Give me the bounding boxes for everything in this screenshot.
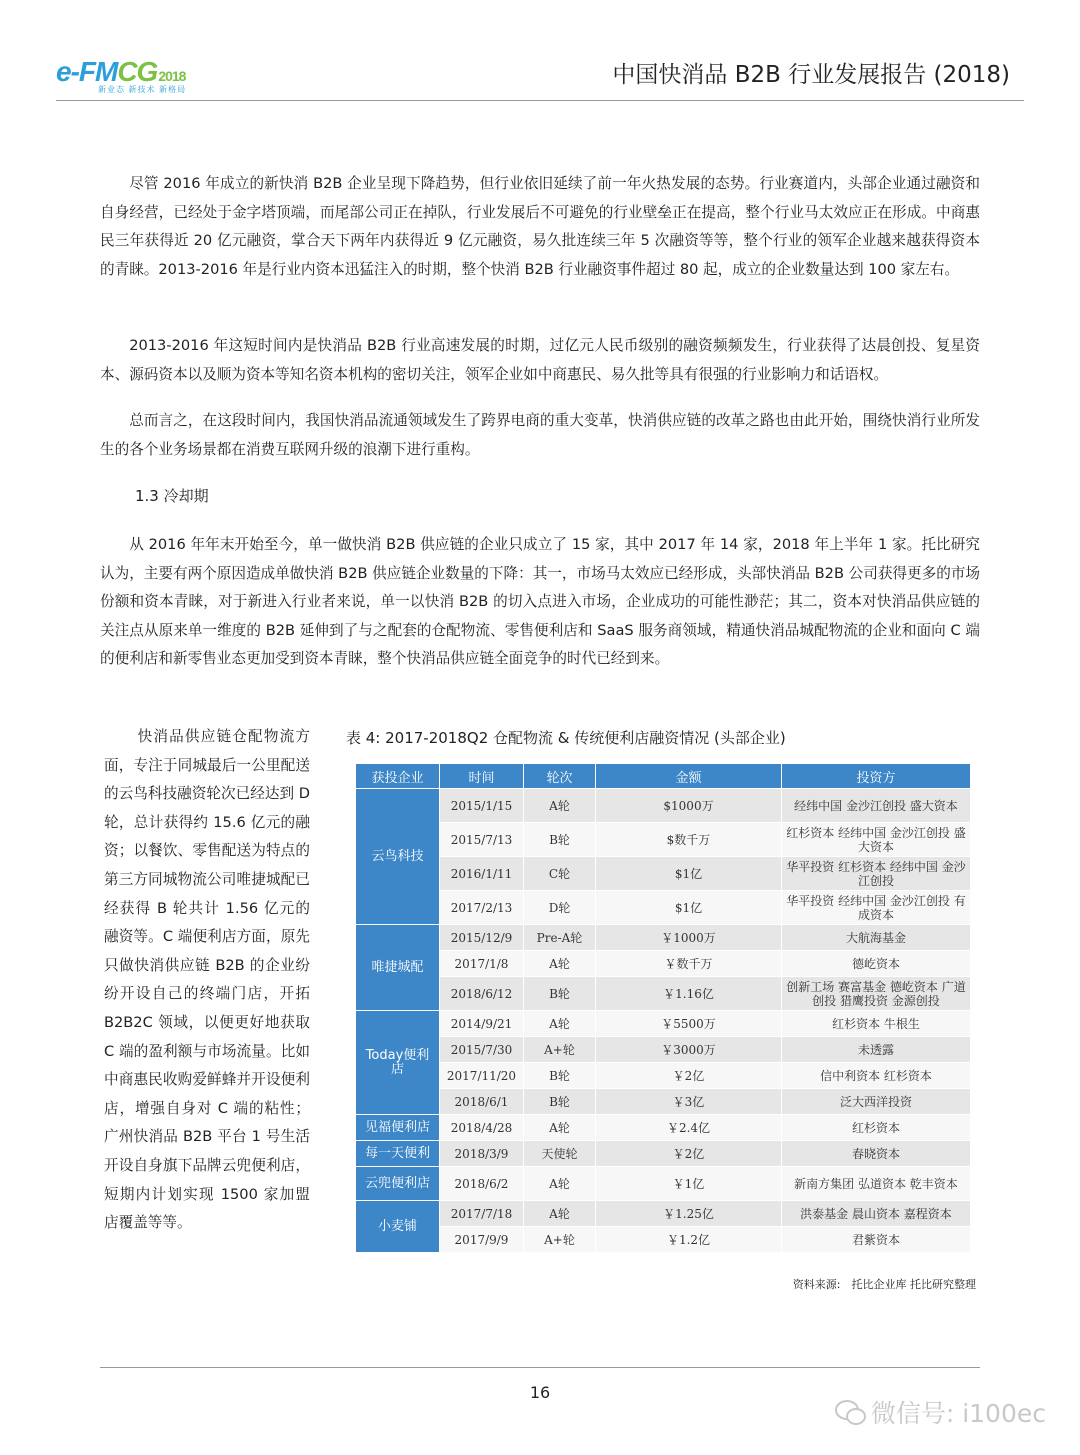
wechat-watermark <box>835 1394 1046 1430</box>
round-cell: A轮 <box>524 1011 596 1037</box>
table-row <box>356 823 971 857</box>
round-cell: B轮 <box>524 1089 596 1115</box>
round-cell: B轮 <box>524 823 596 857</box>
amount-cell: $1亿 <box>596 891 782 925</box>
paragraph-4: 从 2016 年年末开始至今，单一做快消 B2B 供应链的企业只成立了 15 家，其中 2017 年 14 家，2018 年上半年 1 家。托比研究认为，主要有两个原因造成单做快消 B2B 供应链企业数量的下降：其一，市场马太效应已经形成，头部快消品 B2B 公司获得更多的市场份额和资本青睐，对于新进入行业者来说，单一以快消 B2B 的切入点进入市场，企业成功的可能性渺茫；其二，资本对快消品供应链的关注点从原来单一维度的 B2B 延伸到了与之配套的仓配物流、零售便利店和 SaaS 服务商领域，精通快消品城配物流的企业和面向 C 端的便利店和新零售业态更加受到资本青睐，整个快消品供应链全面竞争的时代已经到来。 <box>100 536 980 667</box>
amount-cell: ￥1000万 <box>596 925 782 951</box>
round-cell: A轮 <box>524 1201 596 1227</box>
table-row <box>356 1063 971 1089</box>
date-cell: 2018/4/28 <box>440 1115 524 1141</box>
investors-cell: 红杉资本 牛根生 <box>782 1011 971 1037</box>
date-cell: 2015/12/9 <box>440 925 524 951</box>
footer-divider <box>100 1367 980 1368</box>
company-cell: 小麦铺 <box>356 1201 440 1253</box>
amount-cell: $1000万 <box>596 789 782 823</box>
amount-cell: ￥5500万 <box>596 1011 782 1037</box>
logo-brand: e-FMCG2018 <box>56 56 186 87</box>
investors-cell: 春晓资本 <box>782 1141 971 1167</box>
table-row <box>356 1115 971 1141</box>
table-row <box>356 1141 971 1167</box>
round-cell: A轮 <box>524 1167 596 1201</box>
header-company: 获投企业 <box>356 764 440 789</box>
wechat-label: 微信号: i100ec <box>870 1399 1046 1428</box>
round-cell: A+轮 <box>524 1227 596 1253</box>
date-cell: 2014/9/21 <box>440 1011 524 1037</box>
amount-cell: ￥3亿 <box>596 1089 782 1115</box>
table-row <box>356 1037 971 1063</box>
investors-cell: 新南方集团 弘道资本 乾丰资本 <box>782 1167 971 1201</box>
amount-cell: ￥2.4亿 <box>596 1115 782 1141</box>
date-cell: 2016/1/11 <box>440 857 524 891</box>
investors-cell: 经纬中国 金沙江创投 盛大资本 <box>782 789 971 823</box>
table-row <box>356 1201 971 1227</box>
header-amount: 金额 <box>596 764 782 789</box>
table-row <box>356 925 971 951</box>
investors-cell: 华平投资 经纬中国 金沙江创投 有成资本 <box>782 891 971 925</box>
investors-cell: 君紫资本 <box>782 1227 971 1253</box>
table-row <box>356 951 971 977</box>
company-cell: 云鸟科技 <box>356 789 440 925</box>
round-cell: A轮 <box>524 1115 596 1141</box>
date-cell: 2018/3/9 <box>440 1141 524 1167</box>
date-cell: 2017/2/13 <box>440 891 524 925</box>
date-cell: 2015/1/15 <box>440 789 524 823</box>
amount-cell: ￥3000万 <box>596 1037 782 1063</box>
round-cell: A轮 <box>524 951 596 977</box>
amount-cell: ￥1亿 <box>596 1167 782 1201</box>
header-divider <box>56 100 1024 101</box>
table-row <box>356 789 971 823</box>
company-cell: 云兜便利店 <box>356 1167 440 1201</box>
table-caption: 表 4: 2017-2018Q2 仓配物流 & 传统便利店融资情况 (头部企业) <box>346 729 786 747</box>
header-investors: 投资方 <box>782 764 971 789</box>
investors-cell: 大航海基金 <box>782 925 971 951</box>
round-cell: A+轮 <box>524 1037 596 1063</box>
table-row <box>356 1011 971 1037</box>
header-date: 时间 <box>440 764 524 789</box>
date-cell: 2018/6/1 <box>440 1089 524 1115</box>
investors-cell: 未透露 <box>782 1037 971 1063</box>
date-cell: 2018/6/2 <box>440 1167 524 1201</box>
table-header-row <box>356 764 971 789</box>
company-cell: 见福便利店 <box>356 1115 440 1141</box>
table-row <box>356 1227 971 1253</box>
amount-cell: ￥2亿 <box>596 1141 782 1167</box>
round-cell: Pre-A轮 <box>524 925 596 951</box>
financing-table <box>355 763 971 1253</box>
round-cell: C轮 <box>524 857 596 891</box>
section-heading: 1.3 冷却期 <box>135 487 209 505</box>
table-source: 资料来源: 托比企业库 托比研究整理 <box>792 1278 976 1291</box>
amount-cell: $数千万 <box>596 823 782 857</box>
investors-cell: 泛大西洋投资 <box>782 1089 971 1115</box>
paragraph-1: 尽管 2016 年成立的新快消 B2B 企业呈现下降趋势，但行业依旧延续了前一年火热发展的态势。行业赛道内，头部企业通过融资和自身经营，已经处于金字塔顶端，而尾部公司正在掉队，行业发展后不可避免的行业壁垒正在提高，整个行业马太效应正在形成。中商惠民三年获得近 20 亿元融资，掌合天下两年内获得近 9 亿元融资，易久批连续三年 5 次融资等等，整个行业的领军企业越来越获得资本的青睐。2013-2016 年是行业内资本迅猛注入的时期，整个快消 B2B 行业融资事件超过 80 起，成立的企业数量达到 100 家左右。 <box>100 175 980 278</box>
paragraph-2: 2013-2016 年这短时间内是快消品 B2B 行业高速发展的时期，过亿元人民币级别的融资频频发生，行业获得了达晨创投、复星资本、源码资本以及顺为资本等知名资本机构的密切关注，领军企业如中商惠民、易久批等具有很强的行业影响力和话语权。 <box>100 337 980 383</box>
investors-cell: 红杉资本 <box>782 1115 971 1141</box>
round-cell: 天使轮 <box>524 1141 596 1167</box>
page-number: 16 <box>529 1383 551 1402</box>
logo-tagline: 新业态 新技术 新格局 <box>98 85 187 94</box>
amount-cell: ￥数千万 <box>596 951 782 977</box>
table-row <box>356 857 971 891</box>
round-cell: B轮 <box>524 977 596 1011</box>
report-logo <box>56 56 206 96</box>
date-cell: 2018/6/12 <box>440 977 524 1011</box>
investors-cell: 洪泰基金 晨山资本 嘉程资本 <box>782 1201 971 1227</box>
date-cell: 2015/7/30 <box>440 1037 524 1063</box>
date-cell: 2017/9/9 <box>440 1227 524 1253</box>
amount-cell: ￥1.25亿 <box>596 1201 782 1227</box>
investors-cell: 创新工场 赛富基金 德屹资本 广道创投 猎鹰投资 金源创投 <box>782 977 971 1011</box>
date-cell: 2017/11/20 <box>440 1063 524 1089</box>
document-title: 中国快消品 B2B 行业发展报告 (2018) <box>612 62 1010 88</box>
wechat-icon <box>835 1400 865 1424</box>
company-cell: Today便利店 <box>356 1011 440 1115</box>
date-cell: 2015/7/13 <box>440 823 524 857</box>
amount-cell: ￥1.16亿 <box>596 977 782 1011</box>
round-cell: B轮 <box>524 1063 596 1089</box>
investors-cell: 信中利资本 红杉资本 <box>782 1063 971 1089</box>
amount-cell: $1亿 <box>596 857 782 891</box>
round-cell: A轮 <box>524 789 596 823</box>
date-cell: 2017/1/8 <box>440 951 524 977</box>
amount-cell: ￥2亿 <box>596 1063 782 1089</box>
company-cell: 唯捷城配 <box>356 925 440 1011</box>
company-cell: 每一天便利 <box>356 1141 440 1167</box>
date-cell: 2017/7/18 <box>440 1201 524 1227</box>
investors-cell: 红杉资本 经纬中国 金沙江创投 盛大资本 <box>782 823 971 857</box>
table-row <box>356 1167 971 1201</box>
table-row <box>356 977 971 1011</box>
side-column-text: 快消品供应链仓配物流方面，专注于同城最后一公里配送的云鸟科技融资轮次已经达到 D 轮，总计获得约 15.6 亿元的融资；以餐饮、零售配送为特点的第三方同城物流公司唯捷城配已经获得 B 轮共计 1.56 亿元的融资等。C 端便利店方面，原先只做快消供应链 B2B 的企业纷纷开设自己的终端门店，开拓 B2B2C 领域，以便更好地获取 C 端的盈利额与市场流量。比如中商惠民收购爱鲜蜂并开设便利店，增强自身对 C 端的粘性；广州快消品 B2B 平台 1 号生活开设自身旗下品牌云兜便利店，短期内计划实现 1500 家加盟店覆盖等等。 <box>104 728 310 1232</box>
table-row <box>356 891 971 925</box>
header-round: 轮次 <box>524 764 596 789</box>
round-cell: D轮 <box>524 891 596 925</box>
amount-cell: ￥1.2亿 <box>596 1227 782 1253</box>
investors-cell: 华平投资 红杉资本 经纬中国 金沙江创投 <box>782 857 971 891</box>
paragraph-3: 总而言之，在这段时间内，我国快消品流通领域发生了跨界电商的重大变革，快消供应链的改革之路也由此开始，围绕快消行业所发生的各个业务场景都在消费互联网升级的浪潮下进行重构。 <box>100 412 980 458</box>
table-row <box>356 1089 971 1115</box>
investors-cell: 德屹资本 <box>782 951 971 977</box>
